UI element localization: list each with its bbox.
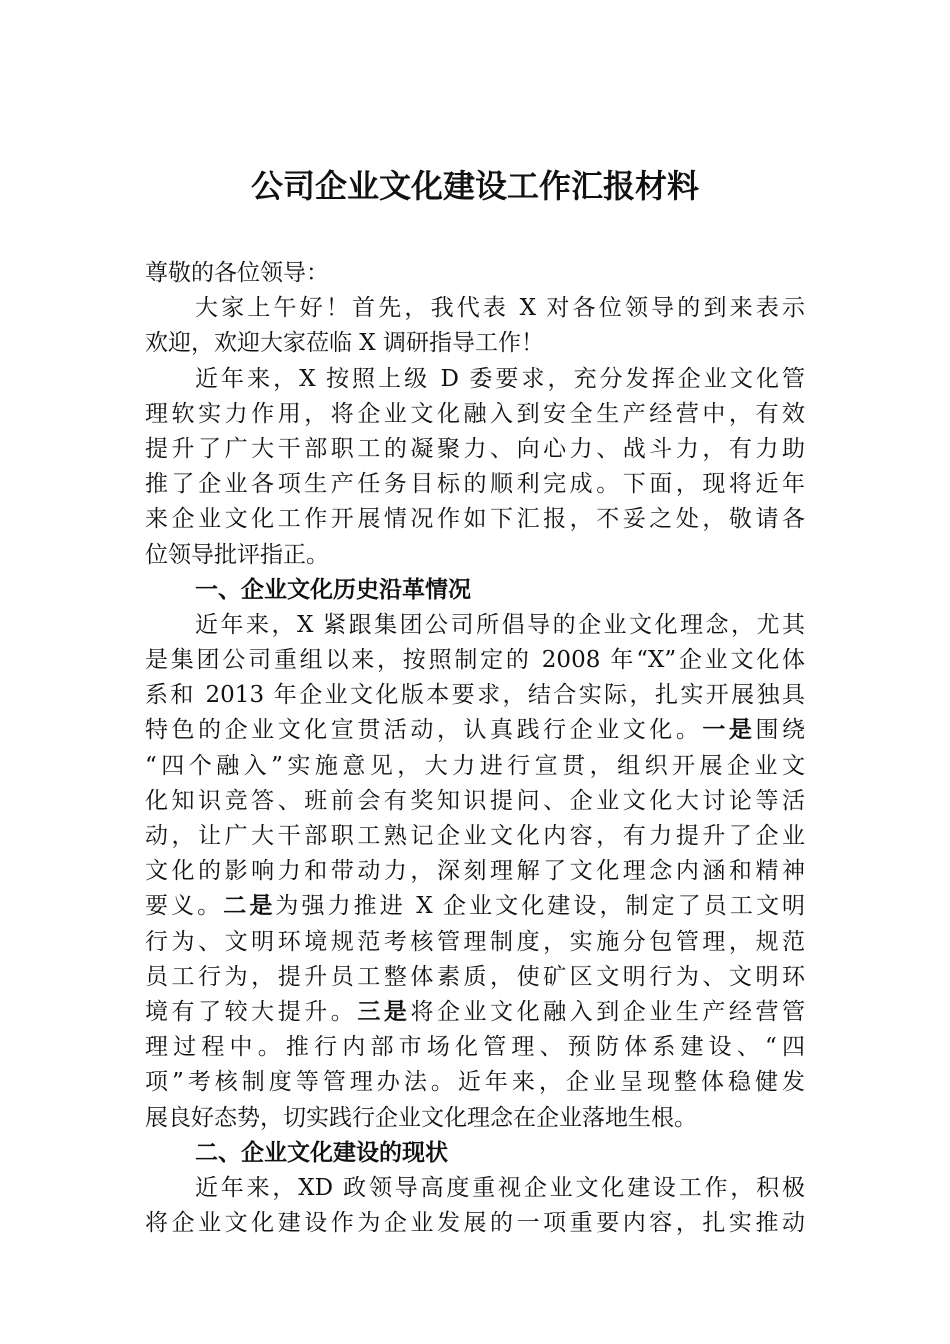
paragraph-line: 行为、文明环境规范考核管理制度，实施分包管理，规范 [145, 928, 805, 955]
paragraph-line: 推了企业各项生产任务目标的顺利完成。下面，现将近年 [145, 471, 805, 498]
text-run: 特色的企业文化宣贯活动，认真践行企业文化。 [145, 717, 703, 744]
paragraph-line: 项”考核制度等管理办法。近年来，企业呈现整体稳健发 [145, 1069, 805, 1096]
paragraph-line: 员工行为，提升员工整体素质，使矿区文明行为、文明环 [145, 963, 805, 990]
paragraph-line: 化知识竞答、班前会有奖知识提问、企业文化大讨论等活 [145, 787, 805, 814]
section-heading-2: 二、企业文化建设的现状 [195, 1139, 448, 1166]
text-run: 为强力推进 X 企业文化建设，制定了员工文明 [275, 893, 806, 920]
paragraph-line: 展良好态势，切实践行企业文化理念在企业落地生根。 [145, 1104, 697, 1131]
paragraph-line: “四个融入”实施意见，大力进行宣贯，组织开展企业文 [145, 752, 805, 779]
paragraph-line: 近年来，X 按照上级 D 委要求，充分发挥企业文化管 [195, 365, 805, 392]
text-run: 要义。 [145, 893, 224, 920]
paragraph-line: 近年来，X 紧跟集团公司所倡导的企业文化理念，尤其 [195, 611, 805, 638]
emphasis-second: 二是 [223, 893, 276, 920]
paragraph-line: 来企业文化工作开展情况作如下汇报，不妥之处，敬请各 [145, 506, 805, 533]
paragraph-line: 欢迎，欢迎大家莅临 X 调研指导工作！ [145, 330, 544, 357]
paragraph-line: 位领导批评指正。 [145, 541, 329, 568]
paragraph-line [145, 995, 805, 1030]
paragraph-line [145, 889, 805, 924]
emphasis-third: 三是 [357, 998, 411, 1025]
text-run: 将企业文化融入到企业生产经营管 [410, 998, 806, 1025]
paragraph-line: 理软实力作用，将企业文化融入到安全生产经营中，有效 [145, 400, 805, 427]
paragraph-line [145, 713, 805, 748]
emphasis-first: 一是 [702, 717, 756, 744]
greeting: 尊敬的各位领导： [145, 260, 329, 286]
text-run: 围绕 [755, 717, 806, 744]
paragraph-line: 理过程中。推行内部市场化管理、预防体系建设、“四 [145, 1034, 805, 1061]
text-run: 境有了较大提升。 [145, 998, 358, 1025]
paragraph-line: 近年来，XD 政领导高度重视企业文化建设工作，积极 [195, 1174, 805, 1201]
paragraph-line: 文化的影响力和带动力，深刻理解了文化理念内涵和精神 [145, 858, 805, 885]
section-heading-1: 一、企业文化历史沿革情况 [195, 576, 471, 603]
paragraph-line: 是集团公司重组以来，按照制定的 2008 年“X”企业文化体 [145, 647, 805, 674]
paragraph-line: 动，让广大干部职工熟记企业文化内容，有力提升了企业 [145, 823, 805, 849]
paragraph-line: 提升了广大干部职工的凝聚力、向心力、战斗力，有力助 [145, 435, 805, 462]
paragraph-line: 系和 2013 年企业文化版本要求，结合实际，扎实开展独具 [145, 682, 805, 709]
document-title: 公司企业文化建设工作汇报材料 [250, 167, 699, 205]
document-body [145, 256, 805, 1241]
paragraph-line: 大家上午好！首先，我代表 X 对各位领导的到来表示 [195, 295, 805, 322]
paragraph-line: 将企业文化建设作为企业发展的一项重要内容，扎实推动 [145, 1210, 805, 1237]
